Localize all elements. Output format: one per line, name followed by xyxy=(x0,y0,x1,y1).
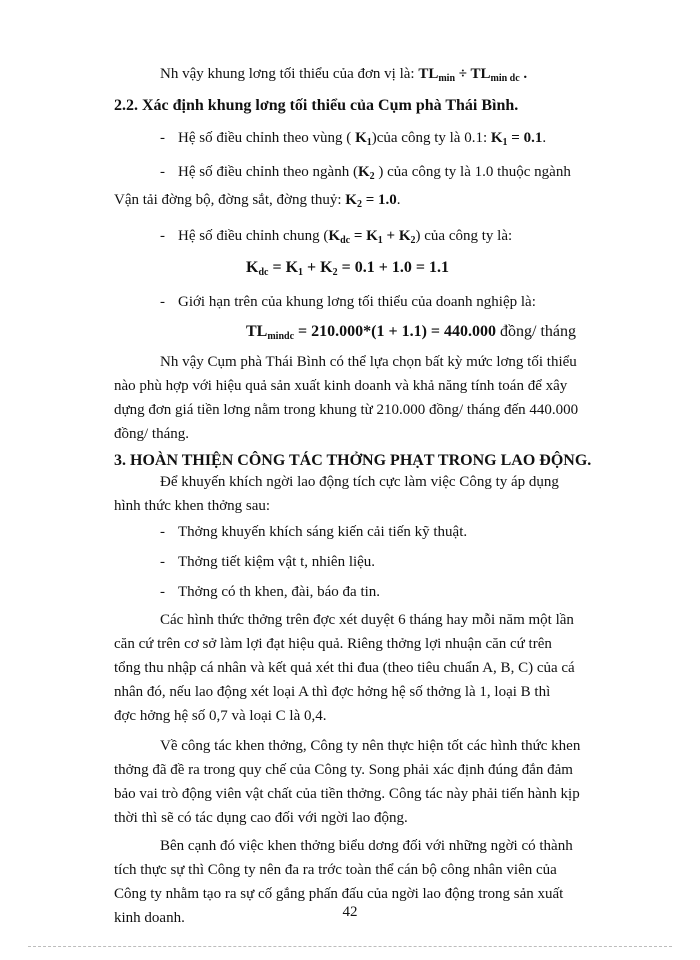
formula-tl-range: $TL_{min} \div TL_{min dc}$ . xyxy=(418,66,528,84)
text-line xyxy=(160,64,527,89)
text-line: nhân đó, nếu lao động xét loại A thì đợc hởng hệ số thởng là 1, loại B thì xyxy=(114,684,551,700)
text-line: kinh doanh. xyxy=(114,910,185,926)
bullet-item: - Giới hạn trên của khung lơng tối thiểu của doanh nghiệp là: xyxy=(160,294,536,310)
text-line: bảo vai trò động viên vật chất của tiền thởng. Công tác này phải tiến hành kịp xyxy=(114,786,580,802)
text-line: tích thực sự thì Công ty nên đa ra trớc toàn thể cán bộ công nhân viên của xyxy=(114,862,557,878)
bullet-marker: - xyxy=(160,554,165,570)
text-line: căn cứ trên cơ sở làm lợi đạt hiệu quả. Riêng thởng lợi nhuận căn cứ trên xyxy=(114,636,552,652)
formula-kdc-def: $K_{dc} = K_1 + K_2$ xyxy=(328,228,416,246)
section-heading: 3. HOÀN THIỆN CÔNG TÁC THỞNG PHẠT TRONG LAO ĐỘNG. xyxy=(114,452,592,469)
text-line: đợc hởng hệ số 0,7 và loại C là 0,4. xyxy=(114,708,327,724)
formula-kdc-calc: $K_{dc} = K_1 + K_2 = 0.1 + 1.0 = 1.1$ xyxy=(246,259,449,278)
page-number: 42 xyxy=(342,904,358,920)
section-heading: 2.2. Xác định khung lơng tối thiểu của Cụm phà Thái Bình. xyxy=(114,97,519,114)
bullet-marker: - xyxy=(160,524,165,540)
text-line: nào phù hợp với hiệu quả sản xuất kinh doanh và khả năng tính toán để xây xyxy=(114,378,568,394)
text-line: Về công tác khen thởng, Công ty nên thực hiện tốt các hình thức khen xyxy=(160,738,581,754)
bullet-marker: - xyxy=(160,164,165,180)
text-line: đồng/ tháng. xyxy=(114,426,189,442)
text-line: tổng thu nhập cá nhân và kết quả xét thi đua (theo tiêu chuẩn A, B, C) của cá xyxy=(114,660,575,676)
text-line: thời thì sẽ có tác dụng cao đối với ngời lao động. xyxy=(114,810,408,826)
bullet-marker: - xyxy=(160,294,165,310)
formula-k1: $K_1$ xyxy=(355,130,372,148)
text-line: Nh vậy Cụm phà Thái Bình có thể lựa chọn bất kỳ mức lơng tối thiểu xyxy=(160,354,577,370)
text-line: Để khuyến khích ngời lao động tích cực làm việc Công ty áp dụng xyxy=(160,474,559,490)
text-line: Vận tải đờng bộ, đờng sắt, đờng thuỷ: $K_2 = 1.0$. xyxy=(114,192,401,210)
text-line: dựng đơn giá tiền lơng nằm trong khung từ 210.000 đồng/ tháng đến 440.000 xyxy=(114,402,579,418)
text-line: Công ty nhằm tạo ra sự cố gắng phấn đấu của ngời lao động trong sản xuất xyxy=(114,886,564,902)
text-line: hình thức khen thởng sau: xyxy=(114,498,271,514)
bullet-item: - Thởng có th khen, đài, báo đa tin. xyxy=(160,584,381,600)
bullet-marker: - xyxy=(160,130,165,146)
text-line: Bên cạnh đó việc khen thởng biểu dơng đối với những ngời có thành xyxy=(160,838,573,854)
bullet-item: - Hệ số điều chỉnh theo ngành ($K_2$ ) của công ty là 1.0 thuộc ngành xyxy=(160,164,571,182)
formula-tl-calc: $TL_{mindc} = 210.000*(1 + 1.1) = 440.000$ đồng/ tháng xyxy=(246,323,577,342)
bullet-marker: - xyxy=(160,584,165,600)
formula-k2-value: $K_2 = 1.0$ xyxy=(345,192,397,210)
bullet-marker: - xyxy=(160,228,165,244)
bullet-item: - Thởng khuyến khích sáng kiến cải tiến kỹ thuật. xyxy=(160,524,468,540)
bullet-item: - Hệ số điều chỉnh theo vùng ( $K_1)của$ công ty là 0.1: $K_1 = 0.1$. xyxy=(160,130,547,148)
page-divider xyxy=(28,946,672,947)
text-span: Nh vậy khung lơng tối thiểu của đơn vị là: xyxy=(160,66,419,82)
text-line: Các hình thức thởng trên đợc xét duyệt 6 tháng hay mỗi năm một lần xyxy=(160,612,574,628)
bullet-item: - Thởng tiết kiệm vật t, nhiên liệu. xyxy=(160,554,376,570)
formula-k2: $K_2$ xyxy=(357,164,375,182)
text-line: thởng đã đề ra trong quy chế của Công ty. Song phải xác định đúng đắn đảm xyxy=(114,762,573,778)
formula-k1-value: $K_1 = 0.1$ xyxy=(490,130,543,148)
bullet-item: - Hệ số điều chỉnh chung $(K_{dc} = K_1 + K_2)$ của công ty là: xyxy=(160,228,513,246)
